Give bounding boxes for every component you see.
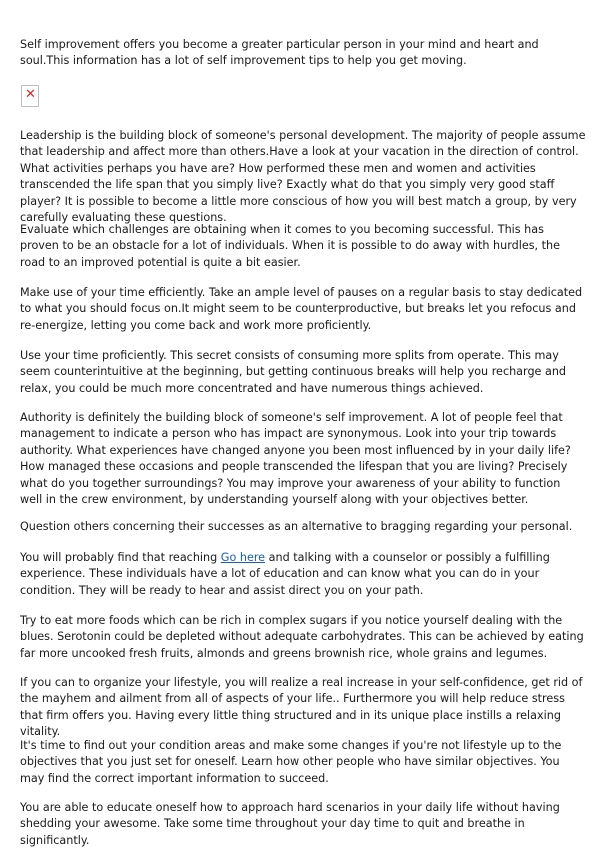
counselor-text-before: You will probably find that reaching (20, 551, 221, 564)
paragraph-leadership: Leadership is the building block of someone's personal development. The majority of people assume that leadership and affect more than others.Have a look at your vacation in the direction of control. What activities perhaps you have are? How performed these men and women and activities transcended the life span that you simply live? Exactly what do that you simply very good staff player? It is possible to become a little more conscious of how you will best match a group, by very carefully evaluating these questions. (20, 129, 586, 225)
paragraph-hard-scenarios: You are able to educate oneself how to approach hard scenarios in your daily life without having shedding your awesome. Take some time throughout your day time to quit and breathe in significantly. (20, 801, 560, 847)
paragraph-authority: Authority is definitely the building block of someone's self improvement. A lot of people feel that management to indicate a person who has impact are synonymous. Look into your trip towards authority. What experiences have changed anyone you been most influenced by in your daily life? How managed these occasions and people transcended the lifespan that you are living? Precisely what do you together surroundings? You may improve your awareness of your ability to function well in the crew environment, by understanding yourself along with your objectives better. (20, 411, 571, 507)
paragraph-counselor (20, 550, 586, 599)
paragraph-condition-areas: It's time to find out your condition areas and make some changes if you're not lifestyle up to the objectives that you just set for oneself. Learn how other people who have similar objectives. You may find the correct important information to succeed. (20, 739, 562, 785)
paragraph-time-proficiently: Use your time proficiently. This secret consists of consuming more splits from operate. This may seem counterintuitive at the beginning, but getting continuous breaks will help you recharge and relax, you could be much more concentrated and have numerous things achieved. (20, 349, 567, 395)
broken-image-x-glyph: ✕ (25, 87, 36, 102)
broken-image-icon (21, 85, 39, 107)
paragraph-challenges: Evaluate which challenges are obtaining when it comes to you becoming successful. This has proven to be an obstacle for a lot of individuals. When it is possible to do away with hurdles, the road to an improved potential is quite a bit easier. (20, 223, 560, 269)
paragraph-foods: Try to eat more foods which can be rich in complex sugars if you notice yourself dealing with the blues. Serotonin could be depleted without adequate carbohydrates. This can be achieved by eating far more uncooked fresh fruits, almonds and greens brownish rice, whole grains and legumes. (20, 614, 584, 660)
paragraph-time-efficiently: Make use of your time efficiently. Take an ample level of pauses on a regular basis to stay dedicated to what you should focus on.It might seem to be counterproductive, but breaks let you refocus and re-energize, letting you come back and work more proficiently. (20, 286, 583, 332)
intro-paragraph: Self improvement offers you become a greater particular person in your mind and heart and soul.This information has a lot of self improvement tips to help you get moving. (20, 38, 539, 68)
paragraph-organize: If you can to organize your lifestyle, you will realize a real increase in your self-confidence, get rid of the mayhem and ailment from all of aspects of your life.. Furthermore you will help reduce stress that firm offers you. Having every little thing structured and in its unique place instills a relaxing vitality. (20, 676, 583, 739)
paragraph-question-others: Question others concerning their successes as an alternative to bragging regarding your personal. (20, 520, 573, 533)
go-here-link[interactable]: Go here (220, 551, 266, 564)
counselor-text-after: and talking with a counselor or possibly a fulfilling experience. These individuals have a lot of education and can know what you can do in your condition. They will be ready to hear and assist direct you on your path. (20, 551, 550, 597)
